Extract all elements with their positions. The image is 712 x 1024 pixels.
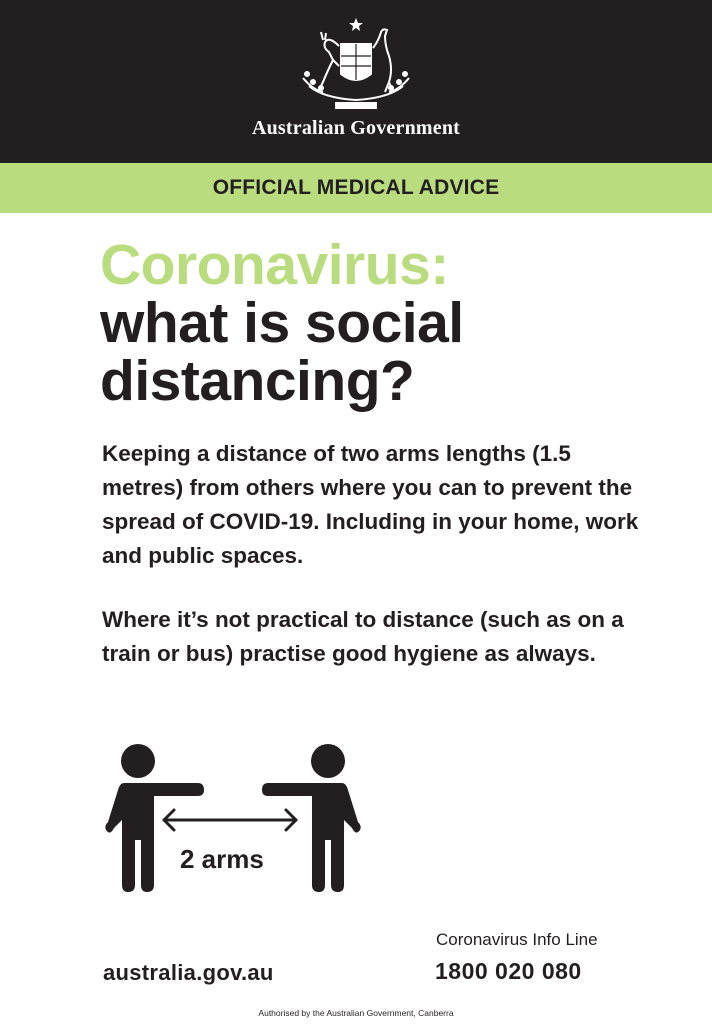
- authorisation-note: Authorised by the Australian Government, Canberra: [258, 1008, 454, 1018]
- info-line-number[interactable]: 1800 020 080: [435, 958, 582, 984]
- banner-text: OFFICIAL MEDICAL ADVICE: [212, 176, 500, 199]
- info-line-label: Coronavirus Info Line: [436, 930, 598, 949]
- body-paragraph-1: Keeping a distance of two arms lengths (1.5 metres) from others where you can to prevent the spread of COVID-19. Including in your home, work and public spaces.: [102, 441, 639, 568]
- title-line-2: distancing?: [100, 349, 415, 413]
- two-people-distance-icon: [98, 740, 368, 900]
- page-title: [100, 233, 700, 413]
- body-paragraph-2: Where it’s not practical to distance (such as on a train or bus) practise good hygiene as always.: [102, 607, 624, 666]
- arms-distance-label: 2 arms: [180, 844, 264, 874]
- coat-of-arms-icon: [293, 16, 419, 112]
- government-name: Australian Government: [251, 117, 461, 139]
- header: [0, 0, 712, 163]
- title-line-1: what is social: [100, 291, 464, 355]
- title-accent: Coronavirus:: [100, 233, 449, 297]
- website-link[interactable]: australia.gov.au: [103, 960, 274, 985]
- official-advice-banner: [0, 163, 712, 213]
